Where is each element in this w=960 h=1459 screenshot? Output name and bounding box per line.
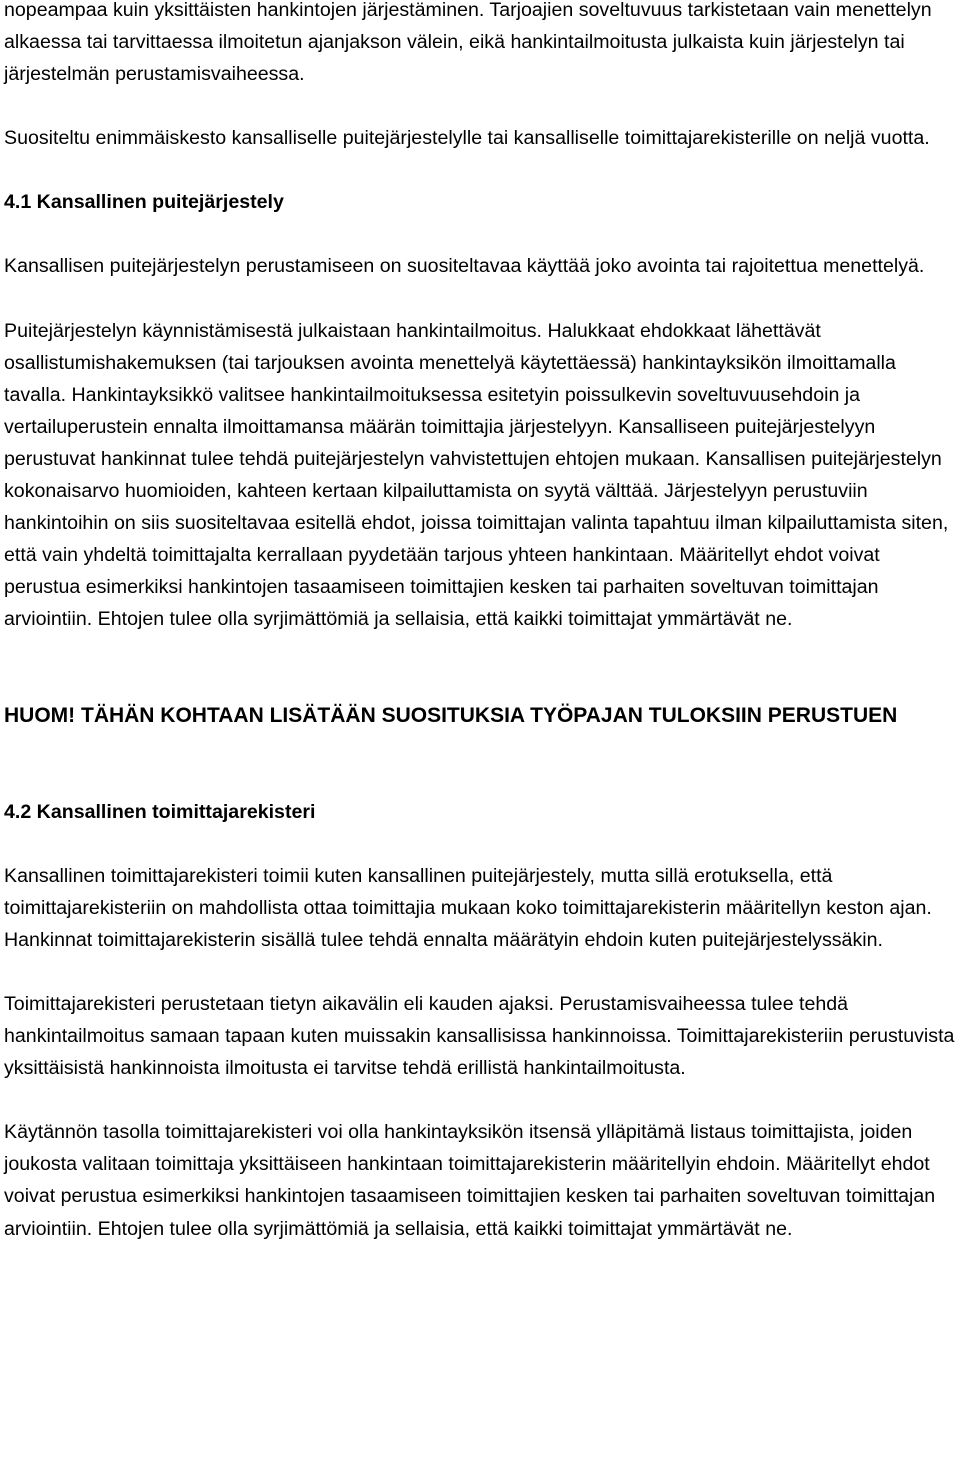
paragraph-4-2-3: Käytännön tasolla toimittajarekisteri voi olla hankintayksikön itsensä ylläpitämä listaus toimittajista, joiden joukosta valitaan toimittaja yksittäiseen hankintaan toimittajarekisterin määritellyin ehdoin. Määritellyt ehdot voivat perustua esimerkiksi hankintojen tasaamiseen toimittajien kesken tai parhaiten soveltuvan toimittajan arviointiin. Ehtojen tulee olla syrjimättömiä ja sellaisia, että kaikki toimittajat ymmärtävät ne. — [4, 1121, 936, 1240]
paragraph-recommended-duration: Suositeltu enimmäiskesto kansalliselle puitejärjestelylle tai kansalliselle toimittajarekisterille on neljä vuotta. — [4, 127, 930, 150]
paragraph-4-2-1: Kansallinen toimittajarekisteri toimii kuten kansallinen puitejärjestely, mutta sillä erotuksella, että toimittajarekisteriin on mahdollista ottaa toimittajia mukaan koko toimittajarekisterin määritellyn keston ajan. Hankinnat toimittajarekisterin sisällä tulee tehdä ennalta määrätyin ehdoin kuten puitejärjestelyssäkin. — [4, 864, 932, 951]
section-heading-4-1: 4.1 Kansallinen puitejärjestely — [4, 191, 284, 214]
paragraph-4-2-2: Toimittajarekisteri perustetaan tietyn aikavälin eli kauden ajaksi. Perustamisvaiheessa tulee tehdä hankintailmoitus samaan tapaan kuten muissakin kansallisissa hankinnoissa. Toimittajarekisteriin perustuvista yksittäisistä hankinnoista ilmoitusta ei tarvitse tehdä erillistä hankintailmoitusta. — [4, 992, 955, 1080]
paragraph-intro-continued: nopeampaa kuin yksittäisten hankintojen järjestäminen. Tarjoajien soveltuvuus tarkistetaan vain menettelyn alkaessa tai tarvittaessa ilmoitetun ajanjakson välein, eikä hankintailmoitusta julkaista kuin järjestelyn tai järjestelmän perustamisvaiheessa. — [4, 0, 932, 86]
section-heading-4-2: 4.2 Kansallinen toimittajarekisteri — [4, 800, 316, 823]
huom-note: HUOM! TÄHÄN KOHTAAN LISÄTÄÄN SUOSITUKSIA TYÖPAJAN TULOKSIIN PERUSTUEN — [4, 703, 898, 727]
document-page — [4, 0, 958, 1245]
paragraph-4-1-1: Kansallisen puitejärjestelyn perustamiseen on suositeltavaa käyttää joko avointa tai rajoitettua menettelyä. — [4, 255, 925, 278]
paragraph-4-1-2: Puitejärjestelyn käynnistämisestä julkaistaan hankintailmoitus. Halukkaat ehdokkaat lähettävät osallistumishakemuksen (tai tarjouksen avointa menettelyä käytettäessä) hankintayksikön ilmoittamalla tavalla. Hankintayksikkö valitsee hankintailmoituksessa esitetyin poissulkevin soveltuvuusehdoin ja vertailuperustein ennalta ilmoittamansa määrän toimittajia järjestelyyn. Kansalliseen puitejärjestelyyn perustuvat hankinnat tulee tehdä puitejärjestelyn vahvistettujen ehtojen mukaan. Kansallisen puitejärjestelyn kokonaisarvo huomioiden, kahteen kertaan kilpailuttamista on syytä välttää. Järjestelyyn perustuviin hankintoihin on siis suositeltavaa esitellä ehdot, joissa toimittajan valinta tapahtuu ilman kilpailuttamista siten, että vain yhdeltä toimittajalta kerrallaan pyydetään tarjous yhteen hankintaan. Määritellyt ehdot voivat perustua esimerkiksi hankintojen tasaamiseen toimittajien kesken tai parhaiten soveltuvan toimittajan arviointiin. Ehtojen tulee olla syrjimättömiä ja sellaisia, että kaikki toimittajat ymmärtävät ne. — [4, 319, 949, 631]
